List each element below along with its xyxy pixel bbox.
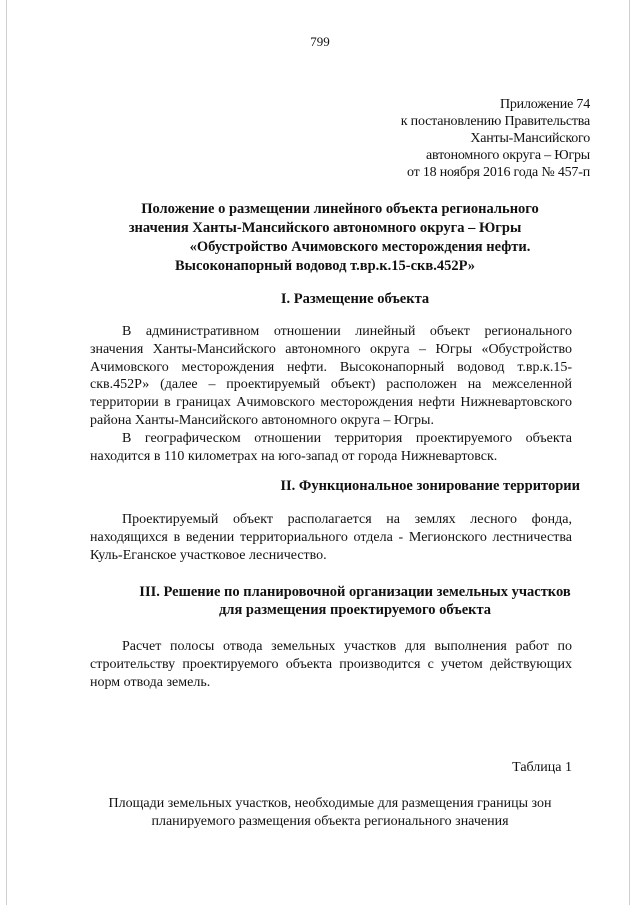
appendix-line: от 18 ноября 2016 года № 457-п [406, 165, 590, 180]
table-caption-line: Площади земельных участков, необходимые для размещения границы зон [108, 796, 552, 811]
section-2-heading: II. Функциональное зонирование территории [280, 478, 580, 494]
section-2-paragraph: Проектируемый объект располагается на землях лесного фонда, находящихся в ведении территориального отдела - Мегионского лестничества Куль-Еганское участковое лесничество. [90, 512, 572, 563]
appendix-line: Приложение 74 [499, 97, 590, 112]
section-1-heading: I. Размещение объекта [280, 291, 430, 307]
section-1-paragraph-1: В административном отношении линейный объект регионального значения Ханты-Мансийского автономного округа – Югры «Обустройство Ачимовского месторождения нефти. Высоконапорный водовод т.вр.к.15-скв.452Р» (далее – проектируемый объект) расположен на межселенной территории в границах Ачимовского месторождения нефти Нижневартовского района Ханты-Мансийского автономного округа – Югры. [90, 324, 572, 428]
page-left-edge [6, 0, 7, 905]
section-3-paragraph: Расчет полосы отвода земельных участков для выполнения работ по строительству проектируемого объекта производится с учетом действующих норм отвода земель. [90, 639, 572, 690]
table-label: Таблица 1 [512, 760, 572, 775]
section-3-heading [70, 583, 610, 619]
page-number: 799 [310, 34, 330, 49]
title-line: значения Ханты-Мансийского автономного округа – Югры [128, 220, 522, 236]
section-3-heading-line: для размещения проектируемого объекта [218, 602, 492, 618]
appendix-reference [401, 96, 590, 181]
appendix-line: к постановлению Правительства [400, 114, 590, 129]
table-caption [80, 795, 580, 831]
appendix-line: Ханты-Мансийского [470, 131, 590, 146]
title-line: Положение о размещении линейного объекта регионального [141, 201, 539, 217]
title-line: «Обустройство Ачимовского месторождения нефти. [189, 239, 531, 255]
appendix-line: автономного округа – Югры [426, 148, 590, 163]
table-caption-line: планируемого размещения объекта регионального значения [151, 814, 509, 829]
title-line: Высоконапорный водовод т.вр.к.15-скв.452Р» [174, 258, 476, 274]
page-right-edge [629, 0, 630, 905]
section-1-paragraph-2: В географическом отношении территория проектируемого объекта находится в 110 километрах на юго-запад от города Нижневартовск. [90, 431, 572, 464]
document-title [100, 200, 580, 276]
section-3-heading-line: III. Решение по планировочной организации земельных участков [139, 584, 571, 600]
